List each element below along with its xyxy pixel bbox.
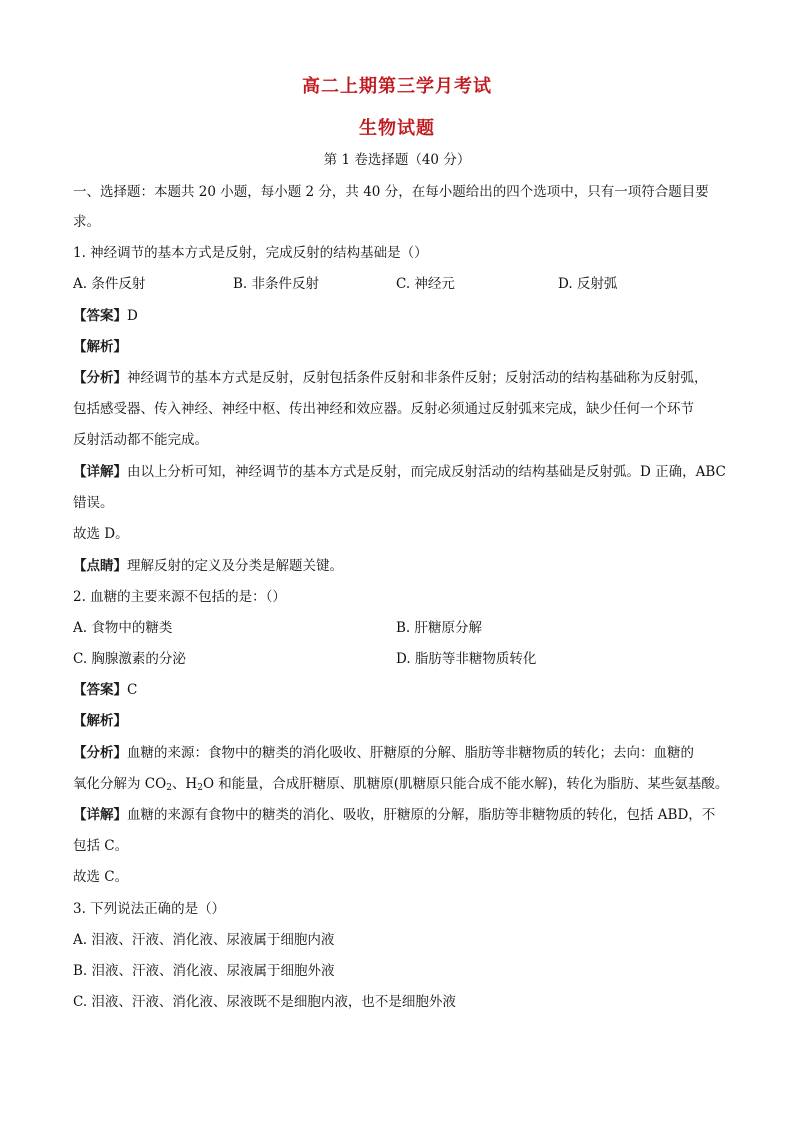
q3-stem: 3. 下列说法正确的是（） [73, 901, 226, 917]
fenxi-text-part: 、H [171, 776, 198, 792]
q1-option-d: D. 反射弧 [558, 276, 618, 292]
xiangjie-text: 由以上分析可知，神经调节的基本方式是反射，而完成反射活动的结构基础是反射弧。D 正确，ABC [127, 464, 726, 480]
answer-tag: 【答案】 [73, 308, 127, 324]
q3-option-a: A. 泪液、汗液、消化液、尿液属于细胞内液 [73, 932, 335, 948]
fenxi-text-part: 氧化分解为 CO [73, 776, 167, 792]
q1-option-a: A. 条件反射 [73, 276, 146, 292]
subscript: 2 [197, 783, 203, 793]
subscript: 2 [166, 783, 172, 793]
q1-fenxi-line-2: 包括感受器、传入神经、神经中枢、传出神经和效应器。反射必须通过反射弧来完成，缺少任何一个环节 [73, 401, 694, 417]
subject-title: 生物试题 [359, 118, 435, 139]
q2-option-b: B. 肝糖原分解 [396, 620, 483, 636]
xiangjie-tag: 【详解】 [73, 807, 127, 823]
intro-line-1: 一、选择题：本题共 20 小题，每小题 2 分，共 40 分，在每小题给出的四个选项中，只有一项符合题目要 [73, 184, 709, 200]
exam-title: 高二上期第三学月考试 [302, 76, 492, 97]
answer-tag: 【答案】 [73, 682, 127, 698]
q1-stem: 1. 神经调节的基本方式是反射，完成反射的结构基础是（） [73, 245, 428, 261]
answer-value: D [127, 308, 138, 324]
q2-choose: 故选 C。 [73, 869, 129, 885]
section-heading: 第 1 卷选择题（40 分） [323, 152, 471, 168]
q1-choose: 故选 D。 [73, 526, 129, 542]
q1-analysis-tag [73, 337, 723, 357]
q1-dianjing [73, 556, 723, 576]
xiangjie-tag: 【详解】 [73, 464, 127, 480]
fenxi-tag: 【分析】 [73, 745, 127, 761]
q2-answer [73, 680, 723, 700]
q1-answer [73, 306, 723, 326]
q2-fenxi-line-2 [73, 774, 729, 798]
fenxi-text: 神经调节的基本方式是反射，反射包括条件反射和非条件反射；反射活动的结构基础称为反射弧， [127, 370, 708, 386]
fenxi-text-part: O 和能量，合成肝糖原、肌糖原(肌糖原只能合成不能水解)，转化为脂肪、某些氨基酸。 [202, 776, 729, 792]
analysis-tag: 【解析】 [73, 339, 127, 355]
fenxi-text: 血糖的来源：食物中的糖类的消化吸收、肝糖原的分解、脂肪等非糖物质的转化；去向：血糖的 [127, 745, 694, 761]
q3-option-c: C. 泪液、汗液、消化液、尿液既不是细胞内液，也不是细胞外液 [73, 994, 456, 1010]
q1-fenxi-line-1 [73, 368, 723, 388]
q2-analysis-tag [73, 711, 723, 731]
q2-xiangjie-line-2: 包括 C。 [73, 838, 129, 854]
q1-fenxi-line-3: 反射活动都不能完成。 [73, 432, 208, 448]
q3-option-b: B. 泪液、汗液、消化液、尿液属于细胞外液 [73, 963, 335, 979]
q2-stem: 2. 血糖的主要来源不包括的是：（） [73, 589, 286, 605]
q1-option-b: B. 非条件反射 [233, 276, 320, 292]
q2-fenxi-line-1 [73, 743, 723, 763]
q1-option-c: C. 神经元 [396, 276, 455, 292]
xiangjie-text: 血糖的来源有食物中的糖类的消化、吸收，肝糖原的分解，脂肪等非糖物质的转化，包括 ABD，不 [127, 807, 716, 823]
dianjing-text: 理解反射的定义及分类是解题关键。 [127, 558, 343, 574]
answer-value: C [127, 682, 138, 698]
q1-xiangjie-line-1 [73, 462, 726, 482]
q1-xiangjie-line-2: 错误。 [73, 495, 114, 511]
analysis-tag: 【解析】 [73, 713, 127, 729]
q2-option-a: A. 食物中的糖类 [73, 620, 173, 636]
q2-option-d: D. 脂肪等非糖物质转化 [396, 651, 537, 667]
q2-option-c: C. 胸腺激素的分泌 [73, 651, 186, 667]
intro-line-2: 求。 [73, 214, 100, 230]
q2-xiangjie-line-1 [73, 805, 723, 825]
dianjing-tag: 【点睛】 [73, 558, 127, 574]
fenxi-tag: 【分析】 [73, 370, 127, 386]
